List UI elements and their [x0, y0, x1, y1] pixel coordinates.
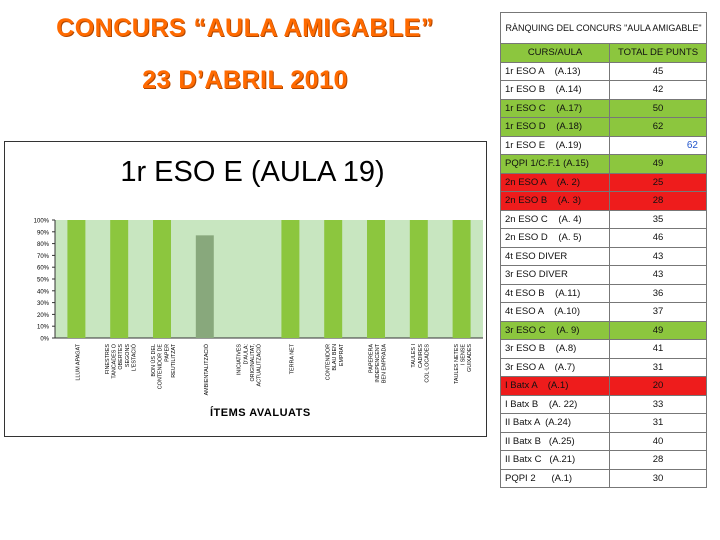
ranking-course: 2n ESO D (A. 5) — [501, 229, 610, 248]
bar — [324, 220, 342, 338]
ranking-course: 1r ESO B (A.14) — [501, 81, 610, 100]
bar — [453, 220, 471, 338]
ranking-row — [501, 136, 707, 155]
y-tick-label: 80% — [36, 242, 49, 249]
chart-title: 1r ESO E (AULA 19) — [120, 156, 385, 188]
bar — [410, 220, 428, 338]
ranking-row — [501, 469, 707, 488]
ranking-course: PQPI 1/C.F.1 (A.15) — [501, 155, 610, 174]
y-tick-label: 90% — [36, 230, 49, 237]
x-tick-label: TAULES ICADIRESCOL·LOCADES — [411, 344, 431, 383]
ranking-course: 2n ESO C (A. 4) — [501, 210, 610, 229]
bar — [281, 220, 299, 338]
x-tick-label: AMBIENTALITZACIÓ — [203, 344, 210, 396]
ranking-course: II Batx C (A.21) — [501, 451, 610, 470]
ranking-title-row — [501, 13, 707, 44]
ranking-row — [501, 99, 707, 118]
bar — [153, 220, 171, 338]
ranking-course: 4t ESO DIVER — [501, 247, 610, 266]
ranking-points — [610, 136, 707, 155]
y-tick-label: 20% — [36, 312, 49, 319]
ranking-course: 3r ESO A (A.7) — [501, 358, 610, 377]
x-tick-label: PAPERERAINDEPENCENTBEN EMPRADA — [368, 344, 388, 384]
x-tick-label: INICIATIVESD'AULA:ORIGINALITAT,ACTUALITZACIÓ — [236, 344, 263, 387]
ranking-course: 1r ESO D (A.18) — [501, 118, 610, 137]
y-tick-label: 40% — [36, 289, 49, 296]
ranking-points: 31 — [610, 414, 707, 433]
ranking-points: 43 — [610, 266, 707, 285]
ranking-course: 1r ESO A (A.13) — [501, 62, 610, 81]
ranking-row — [501, 118, 707, 137]
ranking-points: 25 — [610, 173, 707, 192]
ranking-title: RÀNQUING DEL CONCURS "AULA AMIGABLE" — [501, 13, 707, 44]
x-tick-label: BON ÚS DELCONTENIDOR DEPAPERREUTILITZAT — [151, 344, 177, 390]
ranking-points: 20 — [610, 377, 707, 396]
ranking-points: 43 — [610, 247, 707, 266]
col-course-header: CURS/AULA — [501, 44, 610, 63]
bar-chart — [5, 142, 486, 436]
ranking-points: 31 — [610, 358, 707, 377]
ranking-row — [501, 229, 707, 248]
col-points-header: TOTAL DE PUNTS — [610, 44, 707, 63]
x-tick-label: TAULES NETESI SENSEGUIXADES — [454, 344, 474, 385]
ranking-course: 3r ESO B (A.8) — [501, 340, 610, 359]
y-tick-label: 10% — [36, 324, 49, 331]
ranking-header-row — [501, 44, 707, 63]
ranking-course: 4t ESO B (A.11) — [501, 284, 610, 303]
ranking-points: 30 — [610, 469, 707, 488]
bar — [367, 220, 385, 338]
ranking-row — [501, 321, 707, 340]
ranking-points: 36 — [610, 284, 707, 303]
ranking-row — [501, 173, 707, 192]
ranking-table — [500, 12, 707, 488]
ranking-row — [501, 284, 707, 303]
y-tick-label: 70% — [36, 253, 49, 260]
ranking-points: 40 — [610, 432, 707, 451]
ranking-row — [501, 247, 707, 266]
ranking-points: 62 — [610, 118, 707, 137]
ranking-course: 3r ESO DIVER — [501, 266, 610, 285]
ranking-points: 28 — [610, 451, 707, 470]
x-tick-label: LLUM APAGAT — [75, 344, 82, 381]
ranking-points: 49 — [610, 321, 707, 340]
ranking-row — [501, 358, 707, 377]
ranking-points: 50 — [610, 99, 707, 118]
ranking-row — [501, 395, 707, 414]
ranking-row — [501, 451, 707, 470]
ranking-row — [501, 62, 707, 81]
x-tick-label: FINESTRESTANCADES OOBERTESSEGONSL'ESTACIÓ — [105, 344, 138, 379]
y-tick-label: 30% — [36, 301, 49, 308]
ranking-course: II Batx A (A.24) — [501, 414, 610, 433]
ranking-row — [501, 303, 707, 322]
ranking-course: 1r ESO C (A.17) — [501, 99, 610, 118]
points-callout: 62 — [683, 140, 702, 151]
contest-date: 23 D’ABRIL 2010 — [142, 66, 348, 94]
ranking-row — [501, 192, 707, 211]
ranking-row — [501, 340, 707, 359]
ranking-points: 45 — [610, 62, 707, 81]
ranking-points: 28 — [610, 192, 707, 211]
y-tick-label: 100% — [33, 218, 49, 225]
ranking-course: 2n ESO B (A. 3) — [501, 192, 610, 211]
ranking-points: 46 — [610, 229, 707, 248]
ranking-row — [501, 266, 707, 285]
x-tick-label: CONTENIDORBLAU BENEMPRAT — [325, 344, 345, 381]
y-tick-label: 0% — [40, 336, 49, 343]
ranking-course: 1r ESO E (A.19) — [501, 136, 610, 155]
ranking-points: 37 — [610, 303, 707, 322]
ranking-course: 2n ESO A (A. 2) — [501, 173, 610, 192]
ranking-row — [501, 81, 707, 100]
x-axis-label: ÍTEMS AVALUATS — [210, 407, 311, 419]
y-tick-label: 50% — [36, 277, 49, 284]
ranking-points: 42 — [610, 81, 707, 100]
ranking-course: I Batx B (A. 22) — [501, 395, 610, 414]
ranking-row — [501, 432, 707, 451]
ranking-row — [501, 210, 707, 229]
ranking-points: 41 — [610, 340, 707, 359]
x-tick-label: TERRA NET — [289, 344, 296, 375]
y-tick-label: 60% — [36, 265, 49, 272]
ranking-points: 35 — [610, 210, 707, 229]
ranking-course: 4t ESO A (A.10) — [501, 303, 610, 322]
ranking-course: PQPI 2 (A.1) — [501, 469, 610, 488]
ranking-row — [501, 414, 707, 433]
ranking-points: 33 — [610, 395, 707, 414]
ranking-points: 49 — [610, 155, 707, 174]
bar — [67, 220, 85, 338]
chart-frame — [4, 141, 487, 437]
ranking-course: 3r ESO C (A. 9) — [501, 321, 610, 340]
ranking-row — [501, 155, 707, 174]
ranking-course: I Batx A (A.1) — [501, 377, 610, 396]
ranking-row — [501, 377, 707, 396]
bar — [110, 220, 128, 338]
bar — [196, 235, 214, 338]
contest-title: CONCURS “AULA AMIGABLE” — [56, 14, 434, 42]
ranking-course: II Batx B (A.25) — [501, 432, 610, 451]
